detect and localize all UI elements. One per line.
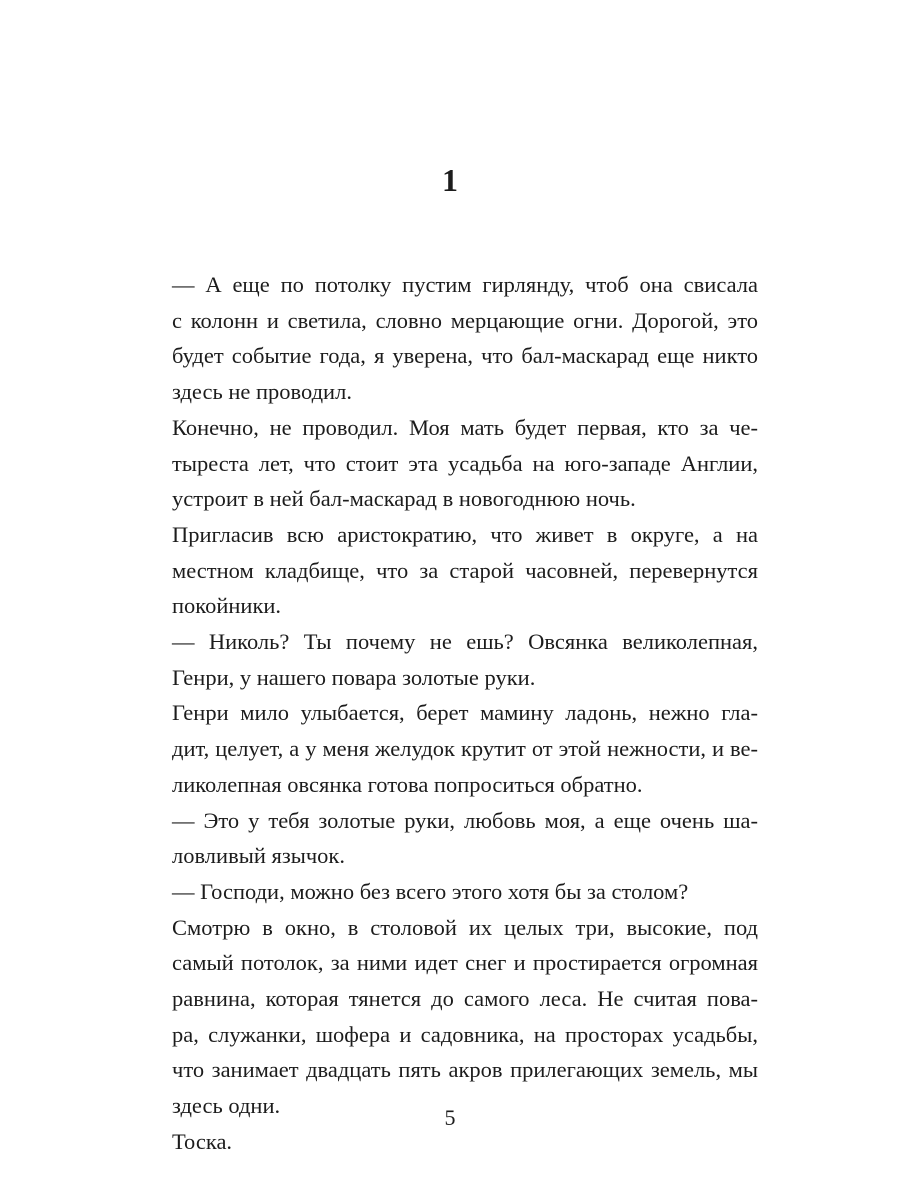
text-line: Пригласив всю аристократию, что живет в округе, а на: [172, 521, 758, 547]
text-line: — А еще по потолку пустим гирлянду, чтоб она свисала: [172, 272, 758, 297]
text-line: — Господи, можно без всего этого хотя бы за столом?: [172, 878, 689, 904]
text-line: здесь одни.: [172, 1093, 281, 1119]
text-line: Смотрю в окно, в столовой их целых три, высокие, под: [172, 914, 758, 940]
text-line: устроит в ней бал-маскарад в новогоднюю ночь.: [172, 486, 636, 512]
chapter-number: 1: [442, 162, 458, 198]
paragraph: [144, 267, 758, 410]
text-line: дит, целует, а у меня желудок крутит от этой нежности, и ве-: [172, 736, 758, 762]
text-line: с колонн и светила, словно мерцающие огни. Дорогой, это: [172, 307, 758, 333]
paragraph: [144, 410, 758, 517]
text-line: Конечно, не проводил. Моя мать будет первая, кто за че-: [172, 414, 758, 440]
text-line: самый потолок, за ними идет снег и простирается огромная: [172, 950, 758, 976]
text-line: ликолепная овсянка готова попроситься обратно.: [172, 771, 643, 797]
text-line: здесь не проводил.: [172, 379, 352, 405]
text-line: — Это у тебя золотые руки, любовь моя, а еще очень ша-: [172, 807, 758, 833]
text-line: тыреста лет, что стоит эта усадьба на юго-западе Англии,: [172, 450, 758, 476]
paragraph: [144, 695, 758, 802]
paragraph: [144, 803, 758, 874]
paragraph: [144, 910, 758, 1124]
chapter-body: [144, 267, 758, 1160]
page-number: 5: [444, 1105, 456, 1130]
text-line: Генри мило улыбается, берет мамину ладонь, нежно гла-: [172, 700, 758, 726]
text-line: Тоска.: [172, 1128, 233, 1154]
text-line: — Николь? Ты почему не ешь? Овсянка великолепная,: [172, 629, 758, 655]
paragraph: [144, 517, 758, 624]
paragraph: [144, 624, 758, 695]
text-line: Генри, у нашего повара золотые руки.: [172, 664, 536, 690]
text-line: что занимает двадцать пять акров прилегающих земель, мы: [172, 1057, 758, 1083]
text-line: местном кладбище, что за старой часовней, перевернутся: [172, 557, 758, 583]
text-line: ра, служанки, шофера и садовника, на просторах усадьбы,: [172, 1021, 758, 1047]
paragraph: [144, 874, 758, 910]
text-line: равнина, которая тянется до самого леса. Не считая пова-: [172, 986, 758, 1012]
text-line: будет событие года, я уверена, что бал-маскарад еще никто: [172, 343, 758, 369]
text-line: ловливый язычок.: [172, 843, 345, 869]
text-line: покойники.: [172, 593, 282, 619]
